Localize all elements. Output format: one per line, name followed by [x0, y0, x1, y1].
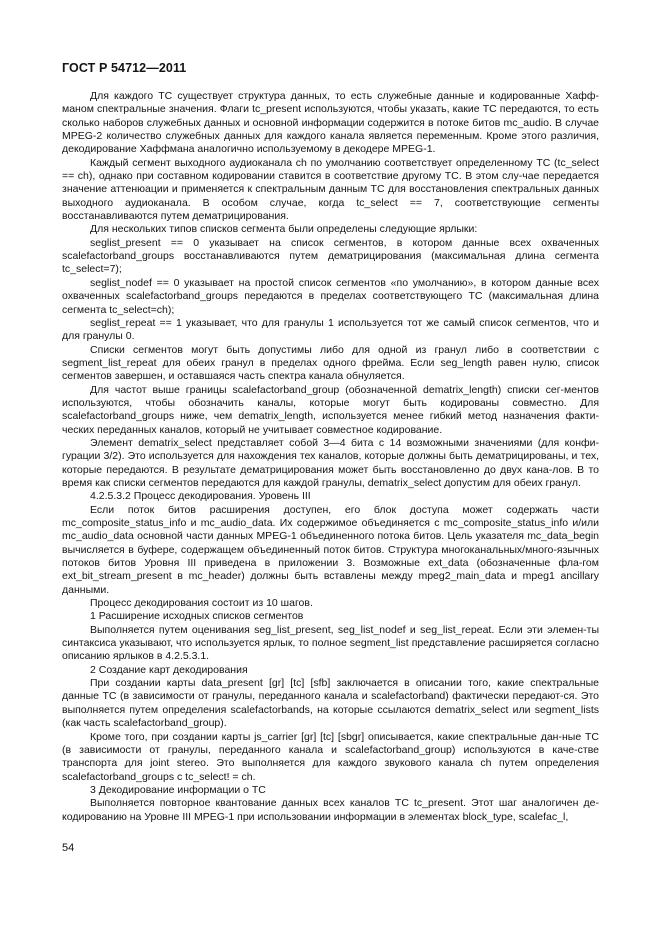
paragraph: Выполняется повторное квантование данных всех каналов TC tc_present. Этот шаг аналогичен де-кодированию на Уровне III MPEG-1 при использовании информации в элементах block_type, scalefac_l, [62, 797, 599, 823]
paragraph: Для каждого TC существует структура данных, то есть служебные данные и кодированные Хафф-маном спектральные значения. Флаги tc_present используются, чтобы указать, какие TC передаются, то есть сколько наборов служебных данных и основной информации содержится в потоке битов mc_audio. В случае MPEG-2 количество служебных данных для каждого канала является переменным. Кроме этого различия, декодирование Хаффмана аналогично используемому в декодере MPEG-1. [62, 90, 599, 156]
paragraph: seglist_repeat == 1 указывает, что для гранулы 1 используется тот же самый список сегментов, что и для гранулы 0. [62, 316, 599, 343]
paragraph: Каждый сегмент выходного аудиоканала ch по умолчанию соответствует определенному TC (tc_select == ch), однако при составном кодировании ставится в соответствие другому TC. В этом слу-чае передается значение аттенюации и применяется к спектральным данным TC для восстановления спектральных данных выходного аудиоканала. В особом случае, когда tc_select == 7, соответствующие сегменты восстанавливаются путем дематрицирования. [62, 156, 599, 223]
paragraph: При создании карты data_present [gr] [tc] [sfb] заключается в описании того, какие спектральные данные TC (в зависимости от гранулы, переданного канала и scalefactorband) фактически передают-ся. Это выполняется путем определения scalefactorbands, на которые ссылаются dematrix_select или segment_lists (как часть scalefactorband_group). [62, 677, 599, 730]
step-heading: 2 Создание карт декодирования [90, 663, 248, 676]
paragraph: Для частот выше границы scalefactorband_group (обозначенной dematrix_length) списки сег-ментов используются, чтобы обозначить каналы, которые могут быть кодированы совместно. Для scalefactorband_groups ниже, чем dematrix_length, используется менее гибкий метод назначения факти-ческих переданных каналов, который не учитывает совместное кодирование. [62, 383, 599, 436]
paragraph: Выполняется путем оценивания seg_list_present, seg_list_nodef и seg_list_repeat. Если эти элемен-ты синтаксиса указывают, что используется ярлык, то полное segment_list представление расширяется согласно описанию ярлыков в 4.2.5.3.1. [62, 623, 599, 663]
paragraph: Процесс декодирования состоит из 10 шагов. [90, 597, 313, 610]
paragraph: Для нескольких типов списков сегмента были определены следующие ярлыки: [90, 223, 478, 236]
page-number: 54 [62, 842, 75, 854]
paragraph: Элемент dematrix_select представляет собой 3—4 бита с 14 возможными значениями (для конфи-гурации 3/2). Это используется для нахождения тех каналов, которые должны быть дематрицированы, и тех, которые передаются. В результате дематрицирования может быть восстановленно до двух кана-лов. В то время как списки сегментов передаются для каждой гранулы, dematrix_select допустим для обеих гранул. [62, 436, 599, 489]
paragraph: seglist_nodef == 0 указывает на простой список сегментов «по умолчанию», в котором данные всех охваченных scalefactorband_groups передаются в пределах соответствующего TC (максимальная длина сегмента tc_select=ch); [62, 276, 599, 316]
section-heading: 4.2.5.3.2 Процесс декодирования. Уровень III [90, 490, 311, 503]
step-heading: 3 Декодирование информации о TC [90, 783, 266, 796]
document-header: ГОСТ Р 54712—2011 [62, 61, 187, 75]
step-heading: 1 Расширение исходных списков сегментов [90, 610, 304, 623]
paragraph: seglist_present == 0 указывает на список сегментов, в котором данные всех охваченных scalefactorband_groups восстанавливаются путем дематрицирования (максимальная длина сегмента tc_select=7); [62, 236, 599, 276]
paragraph: Если поток битов расширения доступен, его блок доступа может содержать части mc_composite_status_info и mc_audio_data. Их содержимое объединяется с mc_composite_status_info и/или mc_audio_data основной части данных MPEG-1 объединенного потока битов. Цель указателя mc_data_begin вычисляется в буфере, содержащем объединенный поток битов. Структура многоканальных/много-язычных потоков битов Уровня III приведена в приложении 3. Возможные ext_data (обозначенные фла-гом ext_bit_stream_present в mc_header) должны быть вставлены между mpeg2_main_data и mpeg1 ancillary данными. [62, 503, 599, 596]
paragraph: Кроме того, при создании карты js_carrier [gr] [tc] [sbgr] описывается, какие спектральные дан-ные TC (в зависимости от гранулы, переданного канала и scalefactorband_group) используются в каче-стве транспорта для joint stereo. Это выполняется для каждого звукового канала ch путем определения scalefactorband_groups с tc_select! = ch. [62, 730, 599, 783]
paragraph: Списки сегментов могут быть допустимы либо для одной из гранул либо в соответствии с segment_list_repeat для обеих гранул в пределах одного фрейма. Если seg_length равен нулю, список сегментов завершен, и оставшаяся часть спектра канала обнуляется. [62, 343, 599, 383]
document-body [62, 90, 599, 824]
